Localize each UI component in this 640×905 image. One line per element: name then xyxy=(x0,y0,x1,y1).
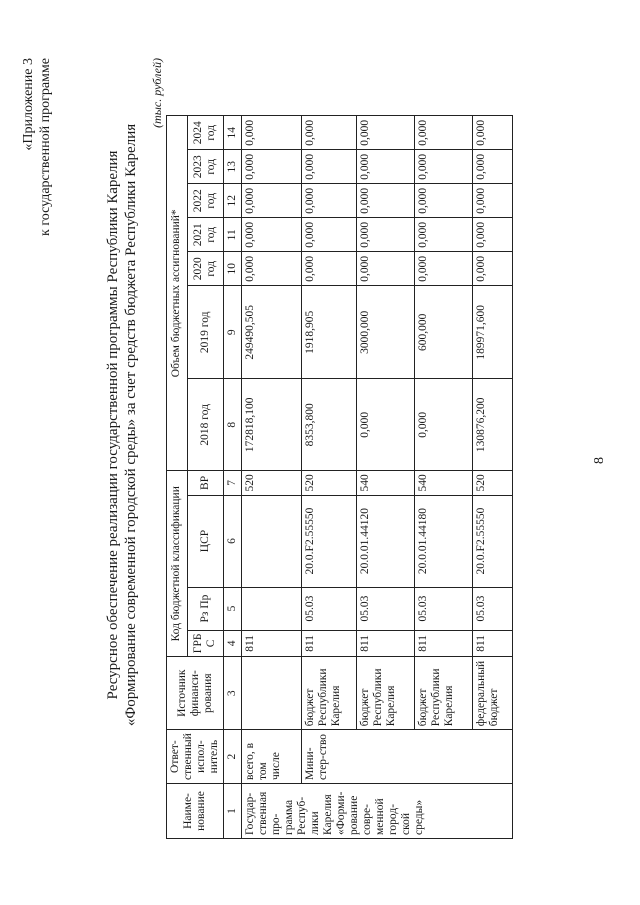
column-number-row xyxy=(224,116,242,839)
vr-cell: 540 xyxy=(357,471,415,495)
col-number: 9 xyxy=(224,286,242,379)
value-cell: 0,000 xyxy=(357,184,415,218)
value-cell: 0,000 xyxy=(415,150,473,184)
value-cell: 249490,505 xyxy=(242,286,302,379)
title-line1: Ресурсное обеспечение реализации государственной программы Республики Карелия xyxy=(105,150,121,700)
col-number: 7 xyxy=(224,471,242,495)
col-number: 5 xyxy=(224,587,242,630)
col-number: 13 xyxy=(224,150,242,184)
header-grbs: ГРБ С xyxy=(187,630,223,657)
rzpr-cell: 05.03 xyxy=(357,587,415,630)
value-cell: 0,000 xyxy=(357,116,415,150)
vr-cell: 520 xyxy=(242,471,302,495)
value-cell: 0,000 xyxy=(415,379,473,471)
header-year: 2022 год xyxy=(187,184,223,218)
value-cell: 0,000 xyxy=(357,150,415,184)
csr-cell xyxy=(242,495,302,587)
value-cell: 0,000 xyxy=(302,252,357,286)
col-number: 11 xyxy=(224,218,242,252)
value-cell: 0,000 xyxy=(415,252,473,286)
grbs-cell: 811 xyxy=(473,630,513,657)
csr-cell: 20.0.01.44180 xyxy=(415,495,473,587)
csr-cell: 20.0.F2.55550 xyxy=(302,495,357,587)
value-cell: 0,000 xyxy=(473,252,513,286)
grbs-cell: 811 xyxy=(415,630,473,657)
value-cell: 0,000 xyxy=(357,252,415,286)
source-cell: федеральный бюджет xyxy=(473,657,513,730)
page-number: 8 xyxy=(592,457,607,464)
value-cell: 0,000 xyxy=(415,218,473,252)
vr-cell: 520 xyxy=(302,471,357,495)
value-cell: 0,000 xyxy=(302,218,357,252)
value-cell: 130876,200 xyxy=(473,379,513,471)
value-cell: 0,000 xyxy=(415,116,473,150)
value-cell: 0,000 xyxy=(473,218,513,252)
header-row-1 xyxy=(167,116,188,839)
header-year: 2018 год xyxy=(187,379,223,471)
units-note: (тыс. рублей) xyxy=(150,58,164,128)
value-cell: 172818,100 xyxy=(242,379,302,471)
vr-cell: 540 xyxy=(415,471,473,495)
source-cell: бюджет Республики Карелия xyxy=(415,657,473,730)
value-cell: 0,000 xyxy=(473,116,513,150)
grbs-cell: 811 xyxy=(302,630,357,657)
value-cell: 0,000 xyxy=(473,184,513,218)
value-cell: 0,000 xyxy=(302,150,357,184)
col-number: 4 xyxy=(224,630,242,657)
header-year: 2019 год xyxy=(187,286,223,379)
appendix-line2: к государственной программе xyxy=(38,58,53,236)
executor-cell: Мини-стер-ство xyxy=(302,730,513,784)
header-vr: ВР xyxy=(187,471,223,495)
executor-cell: всего, в том числе xyxy=(242,730,302,784)
csr-cell: 20.0.01.44120 xyxy=(357,495,415,587)
col-number: 2 xyxy=(224,730,242,784)
appendix-line1: «Приложение 3 xyxy=(21,58,36,151)
table-row xyxy=(302,116,357,839)
grbs-cell: 811 xyxy=(242,630,302,657)
value-cell: 0,000 xyxy=(302,184,357,218)
col-number: 6 xyxy=(224,495,242,587)
grbs-cell: 811 xyxy=(357,630,415,657)
header-code-group: Код бюджетной классификации xyxy=(167,471,188,657)
value-cell: 0,000 xyxy=(357,379,415,471)
header-executor: Ответ-ственный испол-нитель xyxy=(167,730,224,784)
table-row xyxy=(242,116,302,839)
value-cell: 0,000 xyxy=(242,218,302,252)
value-cell: 0,000 xyxy=(242,252,302,286)
value-cell: 189971,600 xyxy=(473,286,513,379)
value-cell: 0,000 xyxy=(302,116,357,150)
value-cell: 0,000 xyxy=(242,116,302,150)
value-cell: 0,000 xyxy=(415,184,473,218)
header-csr: ЦСР xyxy=(187,495,223,587)
vr-cell: 520 xyxy=(473,471,513,495)
value-cell: 8353,800 xyxy=(302,379,357,471)
rzpr-cell: 05.03 xyxy=(415,587,473,630)
source-cell: бюджет Республики Карелия xyxy=(357,657,415,730)
rzpr-cell: 05.03 xyxy=(302,587,357,630)
col-number: 12 xyxy=(224,184,242,218)
header-name: Наиме-нование xyxy=(167,784,224,839)
col-number: 3 xyxy=(224,657,242,730)
rzpr-cell xyxy=(242,587,302,630)
document-title xyxy=(104,65,140,785)
header-year: 2024 год xyxy=(187,116,223,150)
header-source: Источник финанси-рования xyxy=(167,657,224,730)
header-rzpr: Рз Пр xyxy=(187,587,223,630)
header-year: 2020 год xyxy=(187,252,223,286)
value-cell: 0,000 xyxy=(357,218,415,252)
header-year: 2023 год xyxy=(187,150,223,184)
appendix-note xyxy=(20,58,54,236)
title-line2: «Формирование современной городской среды» за счет средств бюджета Республики Карелия xyxy=(123,123,139,727)
header-volume-group: Объем бюджетных ассигнований* xyxy=(167,116,188,471)
header-year: 2021 год xyxy=(187,218,223,252)
value-cell: 0,000 xyxy=(242,184,302,218)
value-cell: 600,000 xyxy=(415,286,473,379)
col-number: 10 xyxy=(224,252,242,286)
col-number: 14 xyxy=(224,116,242,150)
resource-table xyxy=(166,115,513,839)
program-name: Государ-ственная про-грамма Респуб-лики Карелия «Форми-рование совре-менной город-ской среды» xyxy=(242,784,513,839)
source-cell: бюджет Республики Карелия xyxy=(302,657,357,730)
source-cell xyxy=(242,657,302,730)
rzpr-cell: 05.03 xyxy=(473,587,513,630)
value-cell: 0,000 xyxy=(242,150,302,184)
value-cell: 1918,905 xyxy=(302,286,357,379)
value-cell: 3000,000 xyxy=(357,286,415,379)
value-cell: 0,000 xyxy=(473,150,513,184)
col-number: 1 xyxy=(224,784,242,839)
csr-cell: 20.0.F2.55550 xyxy=(473,495,513,587)
col-number: 8 xyxy=(224,379,242,471)
